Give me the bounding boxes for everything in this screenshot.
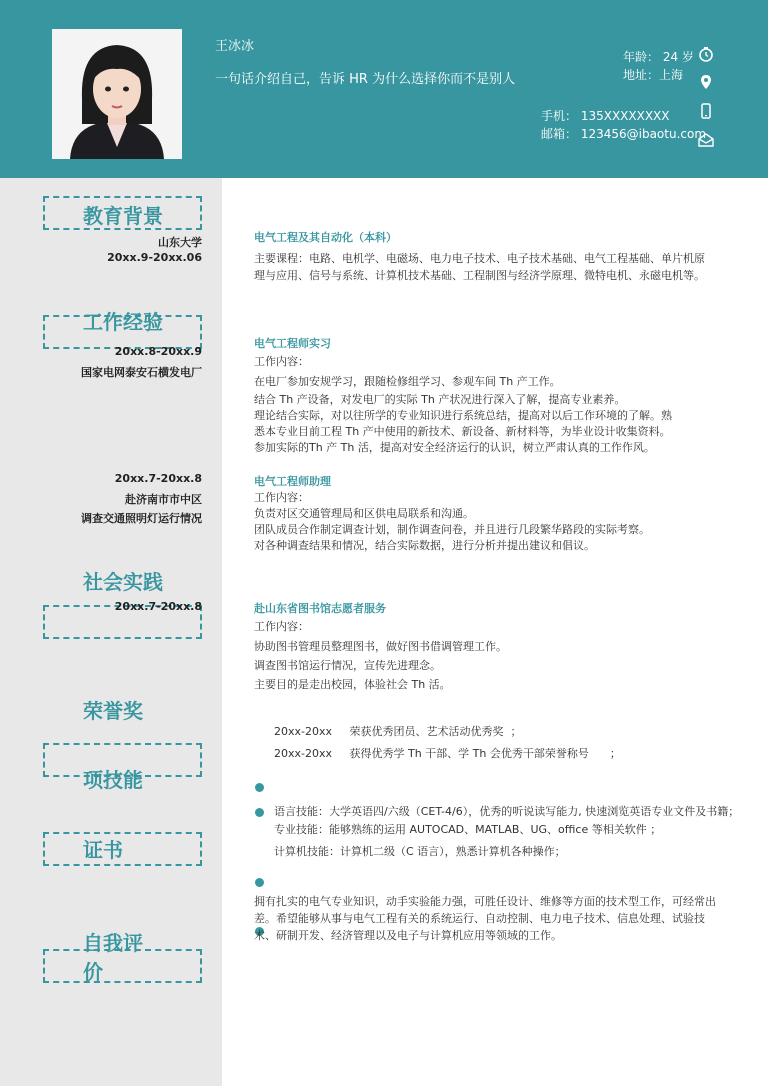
cert-heading: 证书 bbox=[83, 838, 123, 862]
work-heading: 工作经验 bbox=[83, 310, 163, 334]
bullet-dot bbox=[255, 808, 264, 817]
job2-period: 20xx.7-20xx.8 bbox=[114, 472, 202, 485]
location-info: 地址：上海 bbox=[623, 68, 684, 82]
self-evaluation-text: 拥有扎实的电气专业知识，动手实验能力强，可胜任设计、维修等方面的技术型工作，可经常出差。希望能够从事与电气工程有关的系统运行、自动控制、电力电子技术、信息处理、试验技术、研制开发、经济管理以及电子与计算机应用等领域的工作。 bbox=[254, 895, 716, 942]
job1-line3: 理论结合实际，对以往所学的专业知识进行系统总结，提高对以后工作环境的了解。熟 bbox=[254, 409, 672, 422]
job2-line3: 对各种调查结果和情况，结合实际数据，进行分析并提出建议和倡议。 bbox=[254, 539, 595, 552]
clock-icon bbox=[698, 46, 714, 62]
practice-title: 赴山东省图书馆志愿者服务 bbox=[254, 602, 386, 615]
job1-line4: 悉本专业目前工程 Th 产中使用的新技术、新设备、新材料等，为毕业设计收集资料。 bbox=[254, 425, 671, 438]
practice-label: 工作内容： bbox=[254, 620, 309, 633]
self-eval-heading-line2: 价 bbox=[83, 960, 103, 984]
job1-line5: 参加实际的Th 产 Th 活，提高对安全经济运行的认识，树立严肃认真的工作作风。 bbox=[254, 441, 655, 454]
phone-icon bbox=[698, 103, 714, 119]
honor-line2: 20xx-20xx 获得优秀学 Th 干部、学 Th 会优秀干部荣誉称号 ； bbox=[274, 747, 621, 760]
phone-info: 手机： 135XXXXXXXX bbox=[541, 109, 670, 123]
email-info: 邮箱： 123456@ibaotu.com bbox=[541, 127, 707, 141]
job1-title: 电气工程师实习 bbox=[254, 337, 331, 350]
practice-line2: 调查图书馆运行情况，宣传先进理念。 bbox=[254, 659, 441, 672]
skill-language: 语言技能：大学英语四/六级（CET-4/6），优秀的听说读写能力, 快速浏览英语专业文件及书籍； bbox=[274, 805, 740, 818]
education-heading: 教育背景 bbox=[83, 204, 163, 228]
honor-line1: 20xx-20xx 荣获优秀团员、艺术活动优秀奖 ； bbox=[274, 725, 522, 738]
edu-courses: 主要课程：电路、电机学、电磁场、电力电子技术、电子技术基础、电气工程基础、单片机原理与应用、信号与系统、计算机技术基础、工程制图与经济学原理、微特电机、永磁电机等。 bbox=[254, 252, 705, 282]
skill-professional: 专业技能：能够熟练的运用 AUTOCAD、MATLAB、UG、office 等相关软件 ； bbox=[274, 823, 662, 836]
job2-label: 工作内容： bbox=[254, 491, 309, 504]
skills-heading: 项技能 bbox=[83, 768, 143, 792]
age-info: 年龄： 24 岁 bbox=[623, 50, 694, 64]
bullet-dot bbox=[255, 783, 264, 792]
practice-period: 20xx.7-20xx.8 bbox=[114, 600, 202, 613]
bullet-dot bbox=[255, 878, 264, 887]
job2-task: 调查交通照明灯运行情况 bbox=[81, 512, 202, 525]
practice-line3: 主要目的是走出校园，体验社会 Th 活。 bbox=[254, 678, 451, 691]
job1-organization: 国家电网泰安石横发电厂 bbox=[81, 366, 202, 379]
practice-heading: 社会实践 bbox=[83, 570, 163, 594]
job1-line2: 结合 Th 产设备，对发电厂的实际 Th 产状况进行深入了解，提高专业素养。 bbox=[254, 393, 626, 406]
job1-period: 20xx.8-20xx.9 bbox=[114, 345, 202, 358]
person-name: 王冰冰 bbox=[215, 39, 255, 54]
honors-heading: 荣誉奖 bbox=[83, 699, 143, 723]
school-name: 山东大学 bbox=[158, 236, 202, 249]
job2-line2: 团队成员合作制定调查计划，制作调查问卷，并且进行几段繁华路段的实际考察。 bbox=[254, 523, 650, 536]
job1-line1: 在电厂参加安规学习，跟随检修组学习、参观车间 Th 产工作。 bbox=[254, 375, 561, 388]
job2-place: 赴济南市市中区 bbox=[125, 493, 202, 506]
job2-title: 电气工程师助理 bbox=[254, 475, 331, 488]
location-pin-icon bbox=[698, 74, 714, 90]
job2-line1: 负责对区交通管理局和区供电局联系和沟通。 bbox=[254, 507, 474, 520]
self-eval-heading-line1: 自我评 bbox=[83, 931, 143, 955]
education-period: 20xx.9-20xx.06 bbox=[107, 251, 202, 264]
tagline: 一句话介绍自己，告诉 HR 为什么选择你而不是别人 bbox=[215, 72, 516, 87]
self-eval-heading-box bbox=[43, 949, 202, 983]
job1-label: 工作内容： bbox=[254, 355, 309, 368]
skill-computer: 计算机技能：计算机二级（C 语言），熟悉计算机各种操作； bbox=[274, 845, 566, 858]
edu-major: 电气工程及其自动化（本科） bbox=[254, 231, 397, 244]
profile-photo bbox=[52, 29, 182, 159]
practice-line1: 协助图书管理员整理图书，做好图书借调管理工作。 bbox=[254, 640, 507, 653]
mail-icon bbox=[698, 132, 714, 148]
